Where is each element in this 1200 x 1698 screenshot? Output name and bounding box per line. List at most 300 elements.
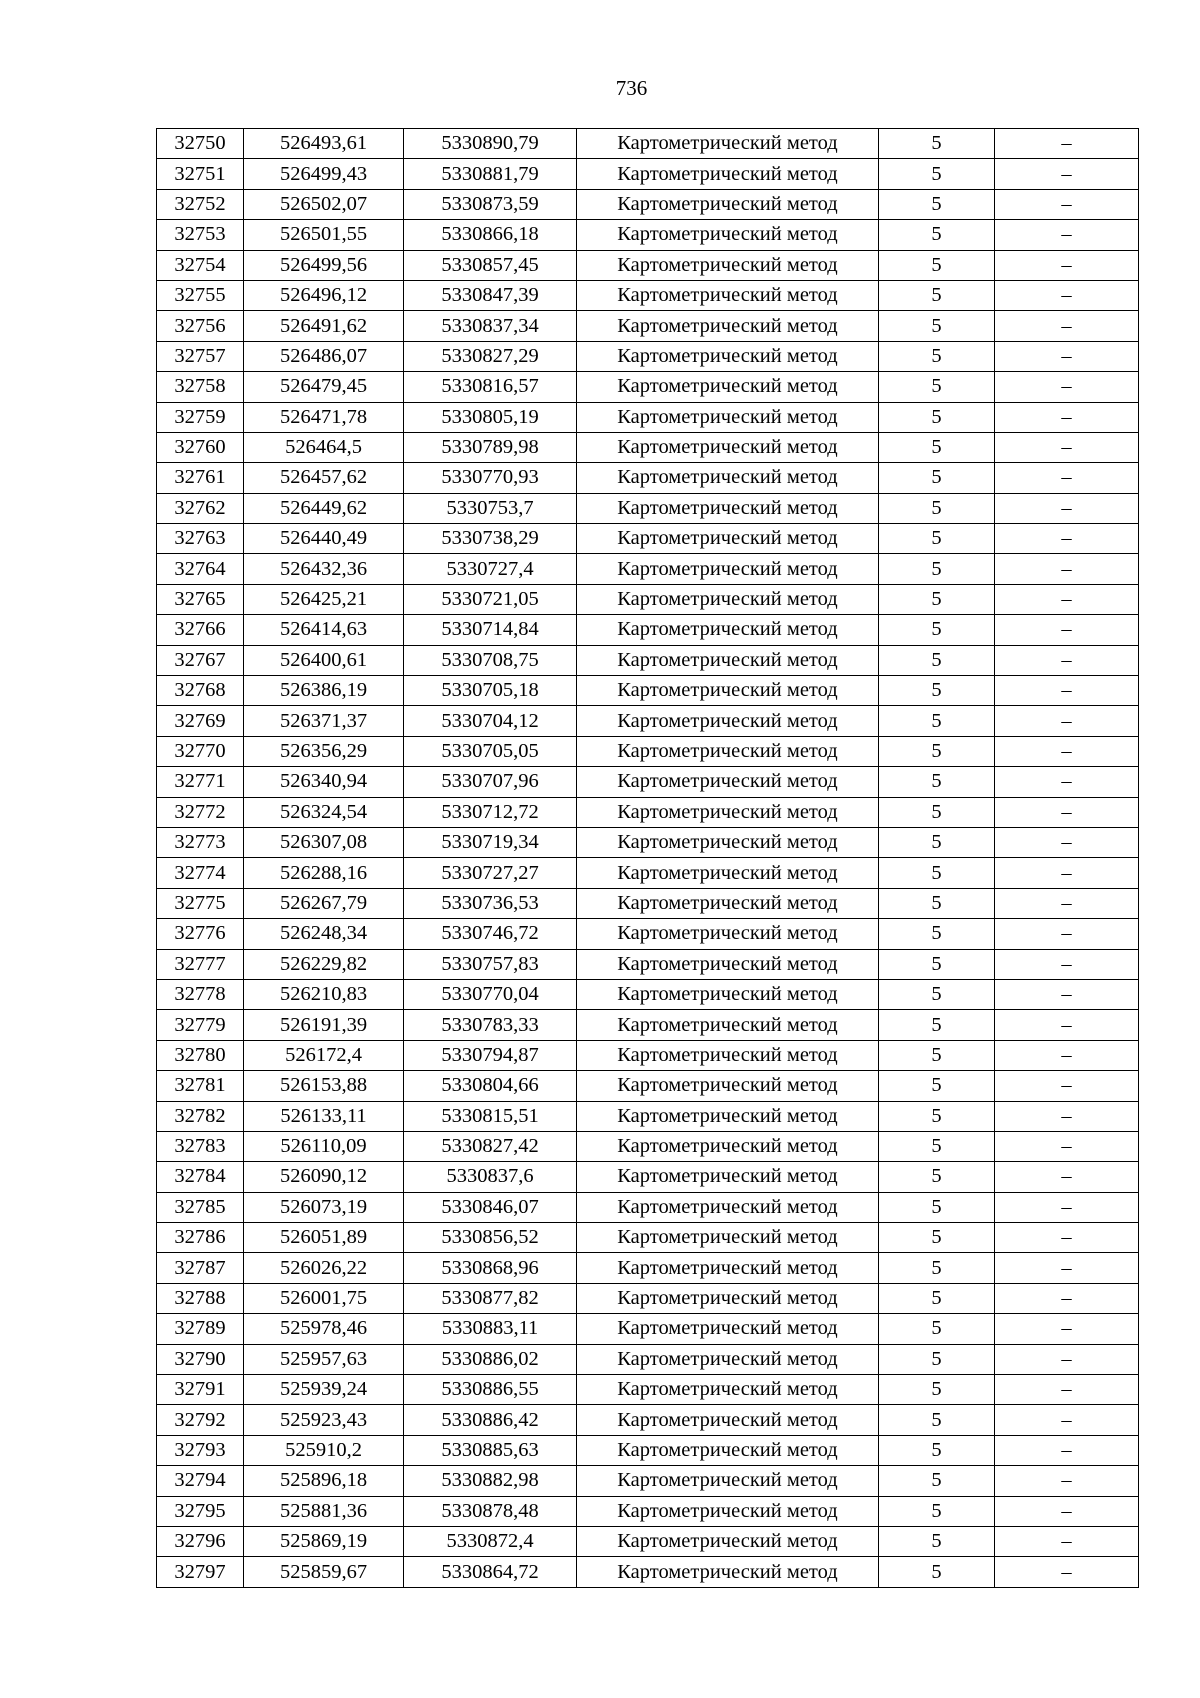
method-cell: Картометрический метод	[577, 432, 879, 462]
table-row	[157, 1071, 1139, 1101]
accuracy-cell: 5	[879, 1375, 995, 1405]
y-coordinate-cell: 5330868,96	[404, 1253, 577, 1283]
point-number-cell: 32786	[157, 1223, 244, 1253]
table-row	[157, 797, 1139, 827]
accuracy-cell: 5	[879, 159, 995, 189]
accuracy-cell: 5	[879, 645, 995, 675]
accuracy-cell: 5	[879, 858, 995, 888]
accuracy-cell: 5	[879, 554, 995, 584]
x-coordinate-cell: 526414,63	[244, 615, 404, 645]
description-cell: –	[995, 463, 1139, 493]
point-number-cell: 32783	[157, 1131, 244, 1161]
y-coordinate-cell: 5330770,04	[404, 979, 577, 1009]
accuracy-cell: 5	[879, 1344, 995, 1374]
y-coordinate-cell: 5330746,72	[404, 919, 577, 949]
table-row	[157, 250, 1139, 280]
point-number-cell: 32794	[157, 1466, 244, 1496]
y-coordinate-cell: 5330847,39	[404, 280, 577, 310]
table-row	[157, 858, 1139, 888]
x-coordinate-cell: 525869,19	[244, 1526, 404, 1556]
description-cell: –	[995, 250, 1139, 280]
description-cell: –	[995, 554, 1139, 584]
point-number-cell: 32793	[157, 1435, 244, 1465]
accuracy-cell: 5	[879, 1101, 995, 1131]
table-row	[157, 1010, 1139, 1040]
y-coordinate-cell: 5330837,6	[404, 1162, 577, 1192]
method-cell: Картометрический метод	[577, 554, 879, 584]
point-number-cell: 32788	[157, 1283, 244, 1313]
x-coordinate-cell: 526210,83	[244, 979, 404, 1009]
y-coordinate-cell: 5330877,82	[404, 1283, 577, 1313]
accuracy-cell: 5	[879, 676, 995, 706]
y-coordinate-cell: 5330707,96	[404, 767, 577, 797]
description-cell: –	[995, 1223, 1139, 1253]
table-row	[157, 1405, 1139, 1435]
point-number-cell: 32750	[157, 129, 244, 159]
y-coordinate-cell: 5330886,55	[404, 1375, 577, 1405]
x-coordinate-cell: 526110,09	[244, 1131, 404, 1161]
x-coordinate-cell: 525978,46	[244, 1314, 404, 1344]
table-row	[157, 493, 1139, 523]
method-cell: Картометрический метод	[577, 1253, 879, 1283]
y-coordinate-cell: 5330770,93	[404, 463, 577, 493]
point-number-cell: 32759	[157, 402, 244, 432]
y-coordinate-cell: 5330705,18	[404, 676, 577, 706]
method-cell: Картометрический метод	[577, 949, 879, 979]
method-cell: Картометрический метод	[577, 372, 879, 402]
y-coordinate-cell: 5330816,57	[404, 372, 577, 402]
accuracy-cell: 5	[879, 1405, 995, 1435]
accuracy-cell: 5	[879, 250, 995, 280]
table-row	[157, 189, 1139, 219]
x-coordinate-cell: 526073,19	[244, 1192, 404, 1222]
method-cell: Картометрический метод	[577, 1496, 879, 1526]
method-cell: Картометрический метод	[577, 767, 879, 797]
y-coordinate-cell: 5330890,79	[404, 129, 577, 159]
point-number-cell: 32779	[157, 1010, 244, 1040]
point-number-cell: 32757	[157, 341, 244, 371]
point-number-cell: 32774	[157, 858, 244, 888]
point-number-cell: 32797	[157, 1557, 244, 1587]
y-coordinate-cell: 5330878,48	[404, 1496, 577, 1526]
description-cell: –	[995, 220, 1139, 250]
description-cell: –	[995, 1101, 1139, 1131]
coordinates-table	[156, 128, 1139, 1588]
method-cell: Картометрический метод	[577, 827, 879, 857]
method-cell: Картометрический метод	[577, 736, 879, 766]
y-coordinate-cell: 5330727,27	[404, 858, 577, 888]
point-number-cell: 32763	[157, 524, 244, 554]
point-number-cell: 32766	[157, 615, 244, 645]
y-coordinate-cell: 5330872,4	[404, 1526, 577, 1556]
accuracy-cell: 5	[879, 524, 995, 554]
y-coordinate-cell: 5330864,72	[404, 1557, 577, 1587]
point-number-cell: 32751	[157, 159, 244, 189]
point-number-cell: 32767	[157, 645, 244, 675]
description-cell: –	[995, 1040, 1139, 1070]
point-number-cell: 32755	[157, 280, 244, 310]
point-number-cell: 32760	[157, 432, 244, 462]
table-row	[157, 1466, 1139, 1496]
table-row	[157, 1314, 1139, 1344]
table-row	[157, 220, 1139, 250]
table-row	[157, 1253, 1139, 1283]
x-coordinate-cell: 526479,45	[244, 372, 404, 402]
description-cell: –	[995, 827, 1139, 857]
method-cell: Картометрический метод	[577, 1223, 879, 1253]
table-row	[157, 736, 1139, 766]
method-cell: Картометрический метод	[577, 1101, 879, 1131]
method-cell: Картометрический метод	[577, 1314, 879, 1344]
accuracy-cell: 5	[879, 1283, 995, 1313]
y-coordinate-cell: 5330883,11	[404, 1314, 577, 1344]
method-cell: Картометрический метод	[577, 615, 879, 645]
y-coordinate-cell: 5330885,63	[404, 1435, 577, 1465]
x-coordinate-cell: 526051,89	[244, 1223, 404, 1253]
table-row	[157, 1435, 1139, 1465]
accuracy-cell: 5	[879, 493, 995, 523]
point-number-cell: 32773	[157, 827, 244, 857]
table-row	[157, 1375, 1139, 1405]
x-coordinate-cell: 526501,55	[244, 220, 404, 250]
x-coordinate-cell: 526491,62	[244, 311, 404, 341]
table-row	[157, 554, 1139, 584]
y-coordinate-cell: 5330789,98	[404, 432, 577, 462]
x-coordinate-cell: 526386,19	[244, 676, 404, 706]
method-cell: Картометрический метод	[577, 1375, 879, 1405]
point-number-cell: 32753	[157, 220, 244, 250]
accuracy-cell: 5	[879, 827, 995, 857]
description-cell: –	[995, 1375, 1139, 1405]
point-number-cell: 32780	[157, 1040, 244, 1070]
accuracy-cell: 5	[879, 1131, 995, 1161]
x-coordinate-cell: 525896,18	[244, 1466, 404, 1496]
accuracy-cell: 5	[879, 584, 995, 614]
point-number-cell: 32754	[157, 250, 244, 280]
method-cell: Картометрический метод	[577, 1405, 879, 1435]
y-coordinate-cell: 5330866,18	[404, 220, 577, 250]
method-cell: Картометрический метод	[577, 493, 879, 523]
x-coordinate-cell: 526502,07	[244, 189, 404, 219]
y-coordinate-cell: 5330705,05	[404, 736, 577, 766]
point-number-cell: 32768	[157, 676, 244, 706]
method-cell: Картометрический метод	[577, 1010, 879, 1040]
y-coordinate-cell: 5330736,53	[404, 888, 577, 918]
point-number-cell: 32756	[157, 311, 244, 341]
method-cell: Картометрический метод	[577, 584, 879, 614]
table-row	[157, 129, 1139, 159]
y-coordinate-cell: 5330873,59	[404, 189, 577, 219]
method-cell: Картометрический метод	[577, 1192, 879, 1222]
x-coordinate-cell: 526449,62	[244, 493, 404, 523]
table-row	[157, 1496, 1139, 1526]
point-number-cell: 32784	[157, 1162, 244, 1192]
description-cell: –	[995, 1283, 1139, 1313]
description-cell: –	[995, 159, 1139, 189]
table-row	[157, 372, 1139, 402]
method-cell: Картометрический метод	[577, 706, 879, 736]
y-coordinate-cell: 5330815,51	[404, 1101, 577, 1131]
y-coordinate-cell: 5330805,19	[404, 402, 577, 432]
accuracy-cell: 5	[879, 979, 995, 1009]
accuracy-cell: 5	[879, 919, 995, 949]
x-coordinate-cell: 526288,16	[244, 858, 404, 888]
description-cell: –	[995, 372, 1139, 402]
point-number-cell: 32769	[157, 706, 244, 736]
method-cell: Картометрический метод	[577, 1435, 879, 1465]
accuracy-cell: 5	[879, 615, 995, 645]
point-number-cell: 32764	[157, 554, 244, 584]
accuracy-cell: 5	[879, 1010, 995, 1040]
method-cell: Картометрический метод	[577, 129, 879, 159]
description-cell: –	[995, 402, 1139, 432]
x-coordinate-cell: 526493,61	[244, 129, 404, 159]
accuracy-cell: 5	[879, 1557, 995, 1587]
description-cell: –	[995, 706, 1139, 736]
x-coordinate-cell: 526191,39	[244, 1010, 404, 1040]
x-coordinate-cell: 525859,67	[244, 1557, 404, 1587]
x-coordinate-cell: 526172,4	[244, 1040, 404, 1070]
y-coordinate-cell: 5330783,33	[404, 1010, 577, 1040]
accuracy-cell: 5	[879, 949, 995, 979]
table-row	[157, 402, 1139, 432]
table-row	[157, 979, 1139, 1009]
description-cell: –	[995, 1405, 1139, 1435]
table-row	[157, 1101, 1139, 1131]
point-number-cell: 32778	[157, 979, 244, 1009]
accuracy-cell: 5	[879, 280, 995, 310]
x-coordinate-cell: 526499,43	[244, 159, 404, 189]
accuracy-cell: 5	[879, 1314, 995, 1344]
x-coordinate-cell: 525957,63	[244, 1344, 404, 1374]
description-cell: –	[995, 1071, 1139, 1101]
y-coordinate-cell: 5330712,72	[404, 797, 577, 827]
accuracy-cell: 5	[879, 888, 995, 918]
point-number-cell: 32785	[157, 1192, 244, 1222]
y-coordinate-cell: 5330719,34	[404, 827, 577, 857]
point-number-cell: 32795	[157, 1496, 244, 1526]
method-cell: Картометрический метод	[577, 1557, 879, 1587]
accuracy-cell: 5	[879, 1162, 995, 1192]
description-cell: –	[995, 1162, 1139, 1192]
x-coordinate-cell: 525881,36	[244, 1496, 404, 1526]
accuracy-cell: 5	[879, 311, 995, 341]
description-cell: –	[995, 919, 1139, 949]
accuracy-cell: 5	[879, 1466, 995, 1496]
table-row	[157, 1131, 1139, 1161]
y-coordinate-cell: 5330704,12	[404, 706, 577, 736]
point-number-cell: 32752	[157, 189, 244, 219]
accuracy-cell: 5	[879, 1496, 995, 1526]
table-row	[157, 524, 1139, 554]
table-row	[157, 463, 1139, 493]
x-coordinate-cell: 526471,78	[244, 402, 404, 432]
method-cell: Картометрический метод	[577, 311, 879, 341]
accuracy-cell: 5	[879, 767, 995, 797]
x-coordinate-cell: 526356,29	[244, 736, 404, 766]
y-coordinate-cell: 5330846,07	[404, 1192, 577, 1222]
description-cell: –	[995, 1131, 1139, 1161]
description-cell: –	[995, 1435, 1139, 1465]
description-cell: –	[995, 341, 1139, 371]
table-row	[157, 827, 1139, 857]
y-coordinate-cell: 5330714,84	[404, 615, 577, 645]
method-cell: Картометрический метод	[577, 341, 879, 371]
point-number-cell: 32777	[157, 949, 244, 979]
table-row	[157, 1557, 1139, 1587]
x-coordinate-cell: 525939,24	[244, 1375, 404, 1405]
method-cell: Картометрический метод	[577, 1526, 879, 1556]
description-cell: –	[995, 1557, 1139, 1587]
x-coordinate-cell: 526340,94	[244, 767, 404, 797]
table-row	[157, 888, 1139, 918]
description-cell: –	[995, 584, 1139, 614]
point-number-cell: 32775	[157, 888, 244, 918]
description-cell: –	[995, 979, 1139, 1009]
description-cell: –	[995, 1466, 1139, 1496]
y-coordinate-cell: 5330721,05	[404, 584, 577, 614]
accuracy-cell: 5	[879, 1192, 995, 1222]
accuracy-cell: 5	[879, 402, 995, 432]
description-cell: –	[995, 767, 1139, 797]
description-cell: –	[995, 1010, 1139, 1040]
point-number-cell: 32771	[157, 767, 244, 797]
x-coordinate-cell: 526499,56	[244, 250, 404, 280]
method-cell: Картометрический метод	[577, 402, 879, 432]
y-coordinate-cell: 5330857,45	[404, 250, 577, 280]
point-number-cell: 32791	[157, 1375, 244, 1405]
y-coordinate-cell: 5330837,34	[404, 311, 577, 341]
table-row	[157, 949, 1139, 979]
description-cell: –	[995, 949, 1139, 979]
table-row	[157, 1283, 1139, 1313]
accuracy-cell: 5	[879, 341, 995, 371]
description-cell: –	[995, 1526, 1139, 1556]
accuracy-cell: 5	[879, 1435, 995, 1465]
accuracy-cell: 5	[879, 1040, 995, 1070]
point-number-cell: 32787	[157, 1253, 244, 1283]
y-coordinate-cell: 5330804,66	[404, 1071, 577, 1101]
table-row	[157, 280, 1139, 310]
method-cell: Картометрический метод	[577, 1466, 879, 1496]
description-cell: –	[995, 280, 1139, 310]
method-cell: Картометрический метод	[577, 1131, 879, 1161]
table-row	[157, 645, 1139, 675]
table-body	[157, 129, 1139, 1588]
table-row	[157, 767, 1139, 797]
point-number-cell: 32770	[157, 736, 244, 766]
x-coordinate-cell: 526001,75	[244, 1283, 404, 1313]
page-number: 736	[615, 76, 648, 100]
x-coordinate-cell: 526026,22	[244, 1253, 404, 1283]
table-row	[157, 432, 1139, 462]
x-coordinate-cell: 526371,37	[244, 706, 404, 736]
y-coordinate-cell: 5330827,42	[404, 1131, 577, 1161]
accuracy-cell: 5	[879, 189, 995, 219]
x-coordinate-cell: 525923,43	[244, 1405, 404, 1435]
table-row	[157, 1192, 1139, 1222]
x-coordinate-cell: 526486,07	[244, 341, 404, 371]
method-cell: Картометрический метод	[577, 1040, 879, 1070]
table-row	[157, 1040, 1139, 1070]
method-cell: Картометрический метод	[577, 280, 879, 310]
method-cell: Картометрический метод	[577, 1283, 879, 1313]
x-coordinate-cell: 526248,34	[244, 919, 404, 949]
x-coordinate-cell: 526440,49	[244, 524, 404, 554]
description-cell: –	[995, 1192, 1139, 1222]
table-row	[157, 311, 1139, 341]
method-cell: Картометрический метод	[577, 220, 879, 250]
table-row	[157, 1223, 1139, 1253]
x-coordinate-cell: 526457,62	[244, 463, 404, 493]
accuracy-cell: 5	[879, 797, 995, 827]
accuracy-cell: 5	[879, 372, 995, 402]
method-cell: Картометрический метод	[577, 159, 879, 189]
method-cell: Картометрический метод	[577, 645, 879, 675]
point-number-cell: 32782	[157, 1101, 244, 1131]
table-row	[157, 919, 1139, 949]
method-cell: Картометрический метод	[577, 676, 879, 706]
point-number-cell: 32762	[157, 493, 244, 523]
table-row	[157, 341, 1139, 371]
method-cell: Картометрический метод	[577, 919, 879, 949]
table-row	[157, 1162, 1139, 1192]
description-cell: –	[995, 888, 1139, 918]
x-coordinate-cell: 526425,21	[244, 584, 404, 614]
table-row	[157, 584, 1139, 614]
y-coordinate-cell: 5330886,42	[404, 1405, 577, 1435]
accuracy-cell: 5	[879, 706, 995, 736]
y-coordinate-cell: 5330753,7	[404, 493, 577, 523]
y-coordinate-cell: 5330856,52	[404, 1223, 577, 1253]
method-cell: Картометрический метод	[577, 979, 879, 1009]
table-row	[157, 1526, 1139, 1556]
x-coordinate-cell: 526432,36	[244, 554, 404, 584]
point-number-cell: 32792	[157, 1405, 244, 1435]
x-coordinate-cell: 526153,88	[244, 1071, 404, 1101]
x-coordinate-cell: 526133,11	[244, 1101, 404, 1131]
x-coordinate-cell: 526400,61	[244, 645, 404, 675]
method-cell: Картометрический метод	[577, 888, 879, 918]
description-cell: –	[995, 1314, 1139, 1344]
accuracy-cell: 5	[879, 736, 995, 766]
method-cell: Картометрический метод	[577, 250, 879, 280]
description-cell: –	[995, 797, 1139, 827]
y-coordinate-cell: 5330827,29	[404, 341, 577, 371]
accuracy-cell: 5	[879, 432, 995, 462]
x-coordinate-cell: 526496,12	[244, 280, 404, 310]
table-row	[157, 615, 1139, 645]
accuracy-cell: 5	[879, 1223, 995, 1253]
table-row	[157, 1344, 1139, 1374]
method-cell: Картометрический метод	[577, 858, 879, 888]
description-cell: –	[995, 524, 1139, 554]
point-number-cell: 32772	[157, 797, 244, 827]
point-number-cell: 32761	[157, 463, 244, 493]
table-row	[157, 159, 1139, 189]
method-cell: Картометрический метод	[577, 524, 879, 554]
point-number-cell: 32790	[157, 1344, 244, 1374]
y-coordinate-cell: 5330886,02	[404, 1344, 577, 1374]
y-coordinate-cell: 5330882,98	[404, 1466, 577, 1496]
description-cell: –	[995, 1496, 1139, 1526]
accuracy-cell: 5	[879, 129, 995, 159]
accuracy-cell: 5	[879, 220, 995, 250]
method-cell: Картометрический метод	[577, 189, 879, 219]
y-coordinate-cell: 5330708,75	[404, 645, 577, 675]
table-row	[157, 706, 1139, 736]
point-number-cell: 32758	[157, 372, 244, 402]
